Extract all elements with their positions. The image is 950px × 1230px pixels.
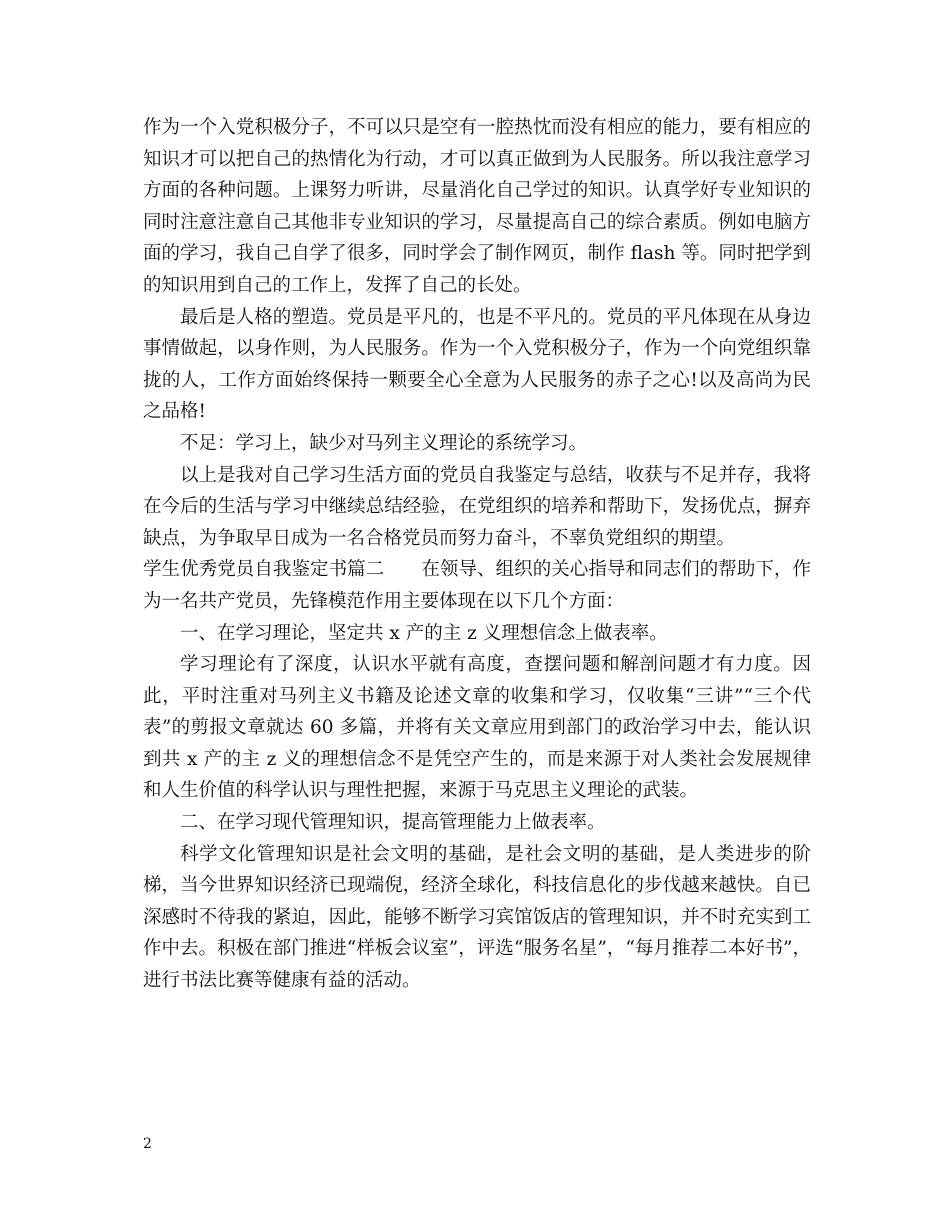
paragraph-9: 科学文化管理知识是社会文明的基础，是社会文明的基础，是人类进步的阶梯，当今世界知识经济已现端倪，经济全球化，科技信息化的步伐越来越快。自已深感时不待我的紧迫，因此，能够不断学习宾馆饭店的管理知识，并不时充实到工作中去。积极在部门推进“样板会议室”，评选“服务名星”，“每月推荐二本好书”，进行书法比赛等健康有益的活动。 [143, 843, 811, 992]
paragraph-3: 不足：学习上，缺少对马列主义理论的系统学习。 [180, 432, 588, 454]
paragraph-5: 学生优秀党员自我鉴定书篇二 在领导、组织的关心指导和同志们的帮助下，作为一名共产党员，先锋模范作用主要体现在以下几个方面： [143, 559, 811, 612]
paragraph-1: 作为一个入党积极分子，不可以只是空有一腔热忱而没有相应的能力，要有相应的知识才可以把自己的热情化为行动，才可以真正做到为人民服务。所以我注意学习方面的各种问题。上课努力听讲，尽量消化自己学过的知识。认真学好专业知识的同时注意注意自己其他非专业知识的学习，尽量提高自己的综合素质。例如电脑方面的学习，我自己自学了很多，同时学会了制作网页，制作 flash 等。同时把学到的知识用到自己的工作上，发挥了自己的长处。 [143, 117, 811, 296]
document-body [143, 112, 811, 997]
paragraph-4: 以上是我对自己学习生活方面的党员自我鉴定与总结，收获与不足并存，我将在今后的生活与学习中继续总结经验，在党组织的培养和帮助下，发扬优点，摒弃缺点，为争取早日成为一名合格党员而努力奋斗，不辜负党组织的期望。 [143, 464, 811, 549]
paragraph-7: 学习理论有了深度，认识水平就有高度，查摆问题和解剖问题才有力度。因此，平时注重对马列主义书籍及论述文章的收集和学习，仅收集“三讲”“三个代表”的剪报文章就达 60 多篇，并将有关文章应用到部门的政治学习中去，能认识到共 x 产的主 z 义的理想信念不是凭空产生的，而是来源于对人类社会发展规律和人生价值的科学认识与理性把握，来源于马克思主义理论的武装。 [143, 654, 811, 802]
paragraph-8: 二、在学习现代管理知识，提高管理能力上做表率。 [180, 812, 606, 834]
page-number: 2 [143, 1136, 152, 1152]
paragraph-6: 一、在学习理论，坚定共 x 产的主 z 义理想信念上做表率。 [180, 622, 668, 644]
paragraph-2: 最后是人格的塑造。党员是平凡的，也是不平凡的。党员的平凡体现在从身边事情做起，以身作则，为人民服务。作为一个入党积极分子，作为一个向党组织靠拢的人，工作方面始终保持一颗要全心全意为人民服务的赤子之心!以及高尚为民之品格! [143, 306, 811, 423]
